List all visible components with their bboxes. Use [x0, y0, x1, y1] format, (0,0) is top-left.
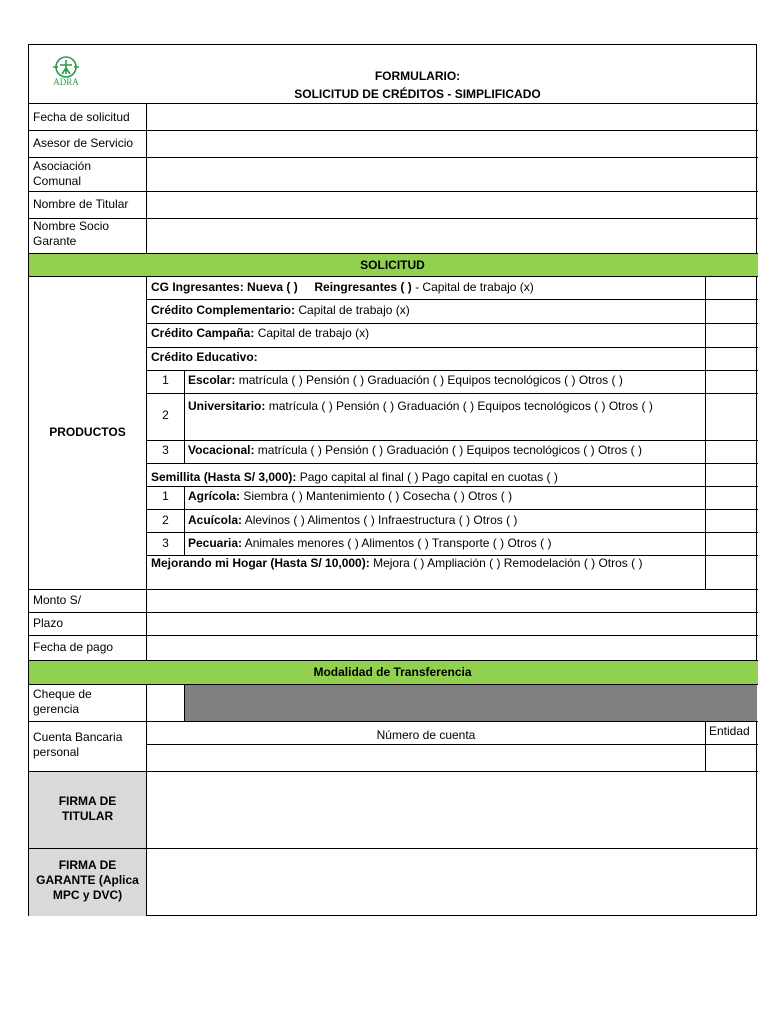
form-title: FORMULARIO:	[374, 69, 461, 83]
check-sem-agricola[interactable]	[706, 487, 757, 509]
field-plazo[interactable]	[147, 613, 757, 635]
sem-agricola: Agrícola: Siembra ( ) Mantenimiento ( ) Cosecha ( ) Otros ( )	[188, 489, 513, 503]
field-firma-titular[interactable]	[147, 772, 757, 848]
label-asociacion: Asociación Comunal	[33, 159, 92, 188]
check-sem-acuicola[interactable]	[706, 510, 757, 532]
label-asesor: Asesor de Servicio	[33, 136, 134, 150]
section-solicitud-header	[29, 253, 758, 277]
label-cheque: Cheque de gerencia	[33, 687, 92, 716]
field-asesor[interactable]	[147, 131, 757, 157]
sem-pecuaria: Pecuaria: Animales menores ( ) Alimentos ( ) Transporte ( ) Otros ( )	[188, 536, 552, 550]
edu-escolar: Escolar: matrícula ( ) Pensión ( ) Graduación ( ) Equipos tecnológicos ( ) Otros ( )	[188, 373, 623, 387]
label-cuenta-bancaria: Cuenta Bancaria personal	[33, 730, 123, 759]
credit-application-form	[28, 44, 757, 916]
header-numero-cuenta: Número de cuenta	[376, 728, 476, 742]
cheque-greyed-area	[185, 685, 757, 721]
check-campana[interactable]	[706, 324, 757, 347]
product-mejorando-hogar: Mejorando mi Hogar (Hasta S/ 10,000): Mejora ( ) Ampliación ( ) Remodelación ( ) Otros ( )	[151, 556, 643, 570]
check-edu-universitario[interactable]	[706, 394, 757, 440]
check-sem-pecuaria[interactable]	[706, 533, 757, 555]
field-nombre-socio[interactable]	[147, 219, 757, 252]
label-fecha-solicitud: Fecha de solicitud	[33, 110, 130, 124]
field-firma-garante[interactable]	[147, 849, 757, 916]
product-educativo: Crédito Educativo:	[151, 350, 258, 364]
label-fecha-pago: Fecha de pago	[33, 640, 114, 654]
firma-titular-label-cell	[29, 772, 146, 848]
edu-vocacional: Vocacional: matrícula ( ) Pensión ( ) Graduación ( ) Equipos tecnológicos ( ) Otros ( )	[188, 443, 642, 457]
edu-2-number: 2	[162, 408, 169, 422]
product-campana: Crédito Campaña: Capital de trabajo (x)	[151, 326, 370, 340]
form-subtitle: SOLICITUD DE CRÉDITOS - SIMPLIFICADO	[294, 87, 541, 101]
label-firma-garante: FIRMA DE GARANTE (Aplica MPC y DVC)	[36, 858, 139, 902]
label-plazo: Plazo	[33, 616, 64, 630]
section-transferencia-title: Modalidad de Transferencia	[313, 665, 472, 679]
field-fecha-pago[interactable]	[147, 636, 757, 660]
label-firma-titular: FIRMA DE TITULAR	[58, 794, 117, 823]
product-complementario: Crédito Complementario: Capital de trabajo (x)	[151, 303, 410, 317]
check-educativo[interactable]	[706, 348, 757, 370]
field-numero-cuenta[interactable]	[147, 745, 705, 771]
check-edu-escolar[interactable]	[706, 371, 757, 393]
check-complementario[interactable]	[706, 300, 757, 323]
productos-label: PRODUCTOS	[49, 425, 126, 439]
section-solicitud-title: SOLICITUD	[360, 258, 425, 272]
header-entidad: Entidad	[709, 724, 750, 738]
edu-universitario: Universitario: matrícula ( ) Pensión ( ) Graduación ( ) Equipos tecnológicos ( ) Otros ( )	[188, 399, 653, 413]
check-semillita[interactable]	[706, 464, 757, 486]
section-transferencia-header	[29, 660, 758, 685]
adra-logo	[49, 55, 83, 91]
label-nombre-socio: Nombre Socio Garante	[33, 219, 110, 248]
sem-3-number: 3	[162, 536, 169, 550]
sem-acuicola: Acuícola: Alevinos ( ) Alimentos ( ) Infraestructura ( ) Otros ( )	[188, 513, 518, 527]
check-cg-ingresantes[interactable]	[706, 277, 757, 299]
adra-logo-text: ADRA	[53, 77, 79, 87]
field-fecha-solicitud[interactable]	[147, 104, 757, 130]
check-mejorando-hogar[interactable]	[706, 556, 757, 589]
label-nombre-titular: Nombre de Titular	[33, 197, 129, 211]
check-edu-vocacional[interactable]	[706, 441, 757, 463]
label-monto: Monto S/	[33, 593, 82, 607]
check-cheque[interactable]	[147, 686, 184, 721]
product-cg-ingresantes: CG Ingresantes: Nueva ( ) Reingresantes ( ) - Capital de trabajo (x)	[151, 280, 534, 294]
adra-emblem-icon	[49, 55, 83, 79]
field-monto[interactable]	[147, 590, 757, 612]
sem-1-number: 1	[162, 489, 169, 503]
field-nombre-titular[interactable]	[147, 192, 757, 218]
field-asociacion[interactable]	[147, 158, 757, 191]
firma-garante-label-cell	[29, 849, 146, 916]
product-semillita: Semillita (Hasta S/ 3,000): Pago capital al final ( ) Pago capital en cuotas ( )	[151, 470, 558, 484]
edu-1-number: 1	[162, 373, 169, 387]
edu-3-number: 3	[162, 443, 169, 457]
field-entidad[interactable]	[706, 745, 757, 771]
sem-2-number: 2	[162, 513, 169, 527]
